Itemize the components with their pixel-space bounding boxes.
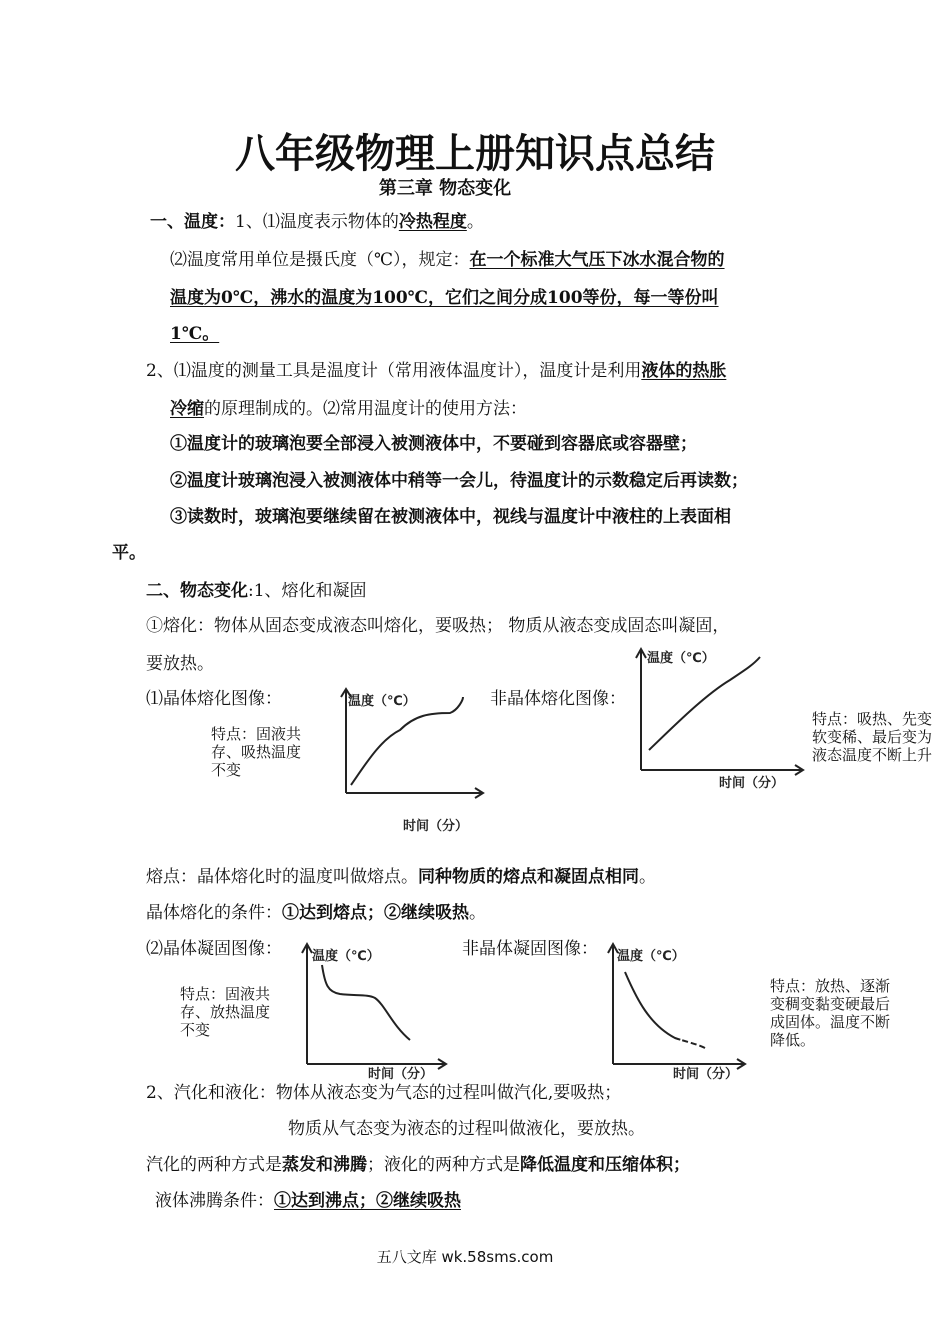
temp-line-1: 一、温度：1、⑴温度表示物体的冷热程度。 bbox=[150, 212, 484, 232]
melting-def-1: ①熔化：物体从固态变成液态叫熔化，要吸热； 物质从液态变成固态叫凝固， bbox=[146, 616, 730, 636]
amorphous-solidify-x-label: 时间（分） bbox=[673, 1067, 739, 1082]
rule-1: ①温度计的玻璃泡要全部浸入被测液体中，不要碰到容器底或容器壁； bbox=[170, 434, 697, 454]
rule-3: ③读数时，玻璃泡要继续留在被测液体中，视线与温度计中液柱的上表面相 bbox=[170, 507, 731, 527]
vaporization-def: 2、汽化和液化：物体从液态变为气态的过程叫做汽化,要吸热； bbox=[146, 1083, 622, 1103]
crystal-solidify-note: 特点：固液共存、放热温度不变 bbox=[180, 985, 271, 1039]
amorphous-melting-graph bbox=[635, 645, 810, 795]
melting-point-line: 熔点：晶体熔化时的温度叫做熔点。同种物质的熔点和凝固点相同。 bbox=[146, 867, 656, 887]
liquefaction-def: 物质从气态变为液态的过程叫做液化，要放热。 bbox=[288, 1119, 645, 1139]
temp-line-3: 温度为0℃，沸水的温度为100℃，它们之间分成100等份，每一等份叫 bbox=[170, 288, 719, 308]
footer-watermark: 五八文库 wk.58sms.com bbox=[376, 1248, 554, 1266]
boiling-condition: 液体沸腾条件：①达到沸点；②继续吸热 bbox=[155, 1191, 461, 1211]
thermometer-line-1: 2、⑴温度的测量工具是温度计（常用液体温度计），温度计是利用液体的热胀 bbox=[146, 361, 727, 381]
crystal-solidify-x-label: 时间（分） bbox=[368, 1067, 434, 1082]
temp-line-4: 1℃。 bbox=[170, 324, 220, 344]
crystal-solidify-graph bbox=[300, 940, 450, 1080]
amorphous-melting-y-label: 温度（℃） bbox=[647, 651, 715, 666]
amorphous-melting-label: 非晶体熔化图像： bbox=[490, 689, 626, 709]
amorphous-solidify-y-label: 温度（℃） bbox=[617, 949, 685, 964]
amorphous-melting-note: 特点：吸热、先变软变稀、最后变为液态温度不断上升 bbox=[812, 710, 933, 764]
rule-2: ②温度计玻璃泡浸入被测液体中稍等一会儿，待温度计的示数稳定后再读数； bbox=[170, 471, 748, 491]
temp-line-2: ⑵温度常用单位是摄氏度（℃），规定：在一个标准大气压下冰水混合物的 bbox=[170, 250, 725, 270]
thermometer-line-2: 冷缩的原理制成的。⑵常用温度计的使用方法： bbox=[170, 399, 527, 419]
page-title: 八年级物理上册知识点总结 bbox=[235, 130, 715, 177]
amorphous-melting-x-label: 时间（分） bbox=[719, 776, 785, 791]
crystal-melting-x-label: 时间（分） bbox=[403, 819, 469, 834]
amorphous-solidify-note: 特点：放热、逐渐变稠变黏变硬最后成固体。温度不断降低。 bbox=[770, 977, 891, 1049]
crystal-melting-note: 特点：固液共存、吸热温度不变 bbox=[211, 725, 302, 779]
melting-def-2: 要放热。 bbox=[146, 654, 214, 674]
amorphous-solidify-label: 非晶体凝固图像： bbox=[462, 939, 598, 959]
crystal-solidify-y-label: 温度（℃） bbox=[312, 949, 380, 964]
vaporization-methods: 汽化的两种方式是蒸发和沸腾；液化的两种方式是降低温度和压缩体积； bbox=[146, 1155, 690, 1175]
melting-condition-line: 晶体熔化的条件：①达到熔点；②继续吸热。 bbox=[146, 903, 486, 923]
crystal-melting-graph bbox=[335, 685, 485, 835]
chapter-title: 第三章 物态变化 bbox=[378, 178, 512, 199]
crystal-melting-y-label: 温度（℃） bbox=[348, 694, 416, 709]
crystal-solidify-label: ⑵晶体凝固图像： bbox=[146, 939, 282, 959]
crystal-melting-label: ⑴晶体熔化图像： bbox=[146, 689, 282, 709]
rule-3-cont: 平。 bbox=[112, 543, 146, 563]
phase-change-heading: 二、物态变化:1、熔化和凝固 bbox=[146, 581, 367, 601]
amorphous-solidify-graph bbox=[605, 940, 750, 1080]
